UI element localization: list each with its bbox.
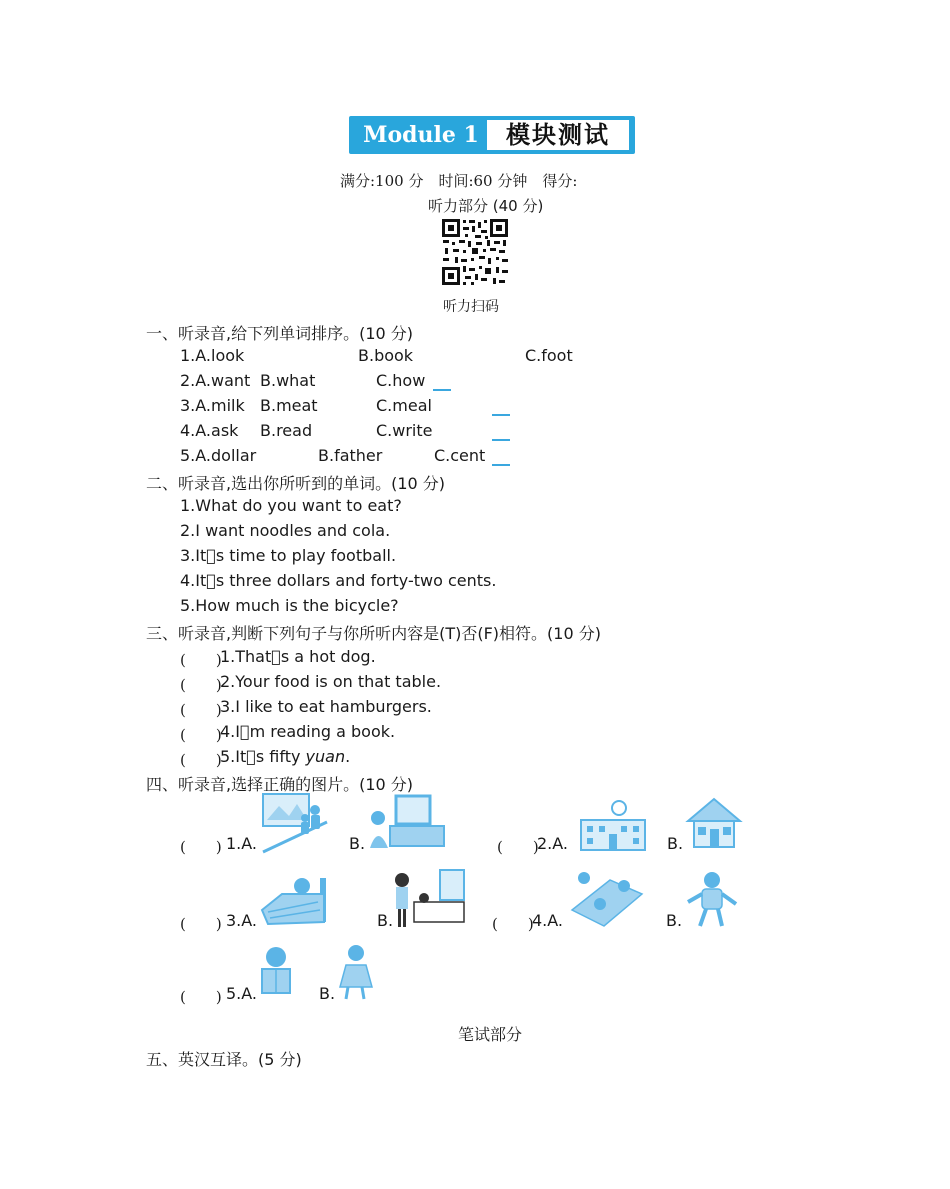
s4-q4-b-label: B. xyxy=(666,911,683,930)
s3-item2: 2.Your food is on that table. xyxy=(220,672,442,691)
s2-item4: 4.It􀆳s three dollars and forty-two cents. xyxy=(180,571,497,590)
house-picture[interactable] xyxy=(684,795,744,851)
s2-item2: 2.I want noodles and cola. xyxy=(180,521,391,540)
s4-q3-a-label: 3.A. xyxy=(226,911,258,930)
s2-item3: 3.It􀆳s time to play football. xyxy=(180,546,397,565)
s4-q2-a-label: 2.A. xyxy=(537,834,569,853)
s3-item4: 4.I􀆳m reading a book. xyxy=(220,722,396,741)
s4-q5-b-label: B. xyxy=(319,984,336,1003)
children-playing-picture[interactable] xyxy=(570,870,644,928)
s4-q4-a-label: 4.A. xyxy=(532,911,564,930)
section4-title: 四、听录音,选择正确的图片。(10 分) xyxy=(146,775,414,794)
s3-item5 xyxy=(220,747,350,766)
s2-item5: 5.How much is the bicycle? xyxy=(180,596,399,615)
s1-item2-b: B.what xyxy=(260,371,316,390)
s3-item3: 3.I like to eat hamburgers. xyxy=(220,697,432,716)
s4-q3-b-label: B. xyxy=(377,911,394,930)
s1-item4-b: B.read xyxy=(260,421,313,440)
s1-item3-b: B.meat xyxy=(260,396,318,415)
s3-item5-italic: yuan xyxy=(305,747,346,766)
score-line: 满分:100 分 时间:60 分钟 得分: xyxy=(340,172,578,190)
s4-q2-b-label: B. xyxy=(667,834,684,853)
boy-reading-picture[interactable] xyxy=(256,943,296,1001)
section3-title: 三、听录音,判断下列句子与你所听内容是(T)否(F)相符。(10 分) xyxy=(146,624,601,643)
answer-paren[interactable]: ( ) xyxy=(180,726,222,744)
answer-paren[interactable]: ( ) xyxy=(180,988,222,1006)
answer-paren[interactable]: ( ) xyxy=(492,915,534,933)
qr-code-icon[interactable] xyxy=(441,218,509,286)
s1-item5-b: B.father xyxy=(318,446,383,465)
written-title: 笔试部分 xyxy=(458,1025,523,1044)
girl-watching-tv-picture[interactable] xyxy=(366,794,446,852)
s1-item5-c: C.cent xyxy=(434,446,486,465)
answer-paren[interactable]: ( ) xyxy=(497,838,539,856)
s1-item2-a: 2.A.want xyxy=(180,371,251,390)
s1-item3-a: 3.A.milk xyxy=(180,396,245,415)
s1-item4-a: 4.A.ask xyxy=(180,421,239,440)
section1-title: 一、听录音,给下列单词排序。(10 分) xyxy=(146,324,414,343)
child-in-bed-picture[interactable] xyxy=(258,872,330,928)
answer-blank[interactable] xyxy=(492,414,510,416)
section2-title: 二、听录音,选出你所听到的单词。(10 分) xyxy=(146,474,446,493)
module-label: Module 1 xyxy=(363,122,479,148)
s1-item4-c: C.write xyxy=(376,421,433,440)
answer-paren[interactable]: ( ) xyxy=(180,915,222,933)
module-banner xyxy=(349,116,635,154)
s1-item1-b: B.book xyxy=(358,346,414,365)
qr-caption: 听力扫码 xyxy=(443,299,499,315)
s3-item1: 1.That􀆳s a hot dog. xyxy=(220,647,376,666)
module-title: 模块测试 xyxy=(487,120,629,150)
s4-q5-a-label: 5.A. xyxy=(226,984,258,1003)
window-watching-picture[interactable] xyxy=(261,792,331,854)
answer-blank[interactable] xyxy=(492,439,510,441)
answer-paren[interactable]: ( ) xyxy=(180,701,222,719)
s1-item1-c: C.foot xyxy=(525,346,573,365)
s1-item5-a: 5.A.dollar xyxy=(180,446,257,465)
answer-paren[interactable]: ( ) xyxy=(180,751,222,769)
s1-item2-c: C.how xyxy=(376,371,426,390)
girl-dancing-picture[interactable] xyxy=(334,943,376,1001)
s2-item1: 1.What do you want to eat? xyxy=(180,496,402,515)
s3-item5-end: . xyxy=(345,747,351,766)
answer-paren[interactable]: ( ) xyxy=(180,651,222,669)
s3-item5-text: 5.It􀆳s fifty xyxy=(220,747,306,766)
boy-running-picture[interactable] xyxy=(684,870,738,928)
answer-blank[interactable] xyxy=(492,464,510,466)
s1-item3-c: C.meal xyxy=(376,396,432,415)
s1-item1-a: 1.A.look xyxy=(180,346,245,365)
s4-q1-a-label: 1.A. xyxy=(226,834,258,853)
school-building-picture[interactable] xyxy=(577,798,649,852)
answer-blank[interactable] xyxy=(433,389,451,391)
s4-q1-b-label: B. xyxy=(349,834,366,853)
listening-title: 听力部分 (40 分) xyxy=(428,197,544,215)
answer-paren[interactable]: ( ) xyxy=(180,838,222,856)
mother-and-child-bed-picture[interactable] xyxy=(392,868,468,930)
answer-paren[interactable]: ( ) xyxy=(180,676,222,694)
section5-title: 五、英汉互译。(5 分) xyxy=(146,1050,302,1069)
